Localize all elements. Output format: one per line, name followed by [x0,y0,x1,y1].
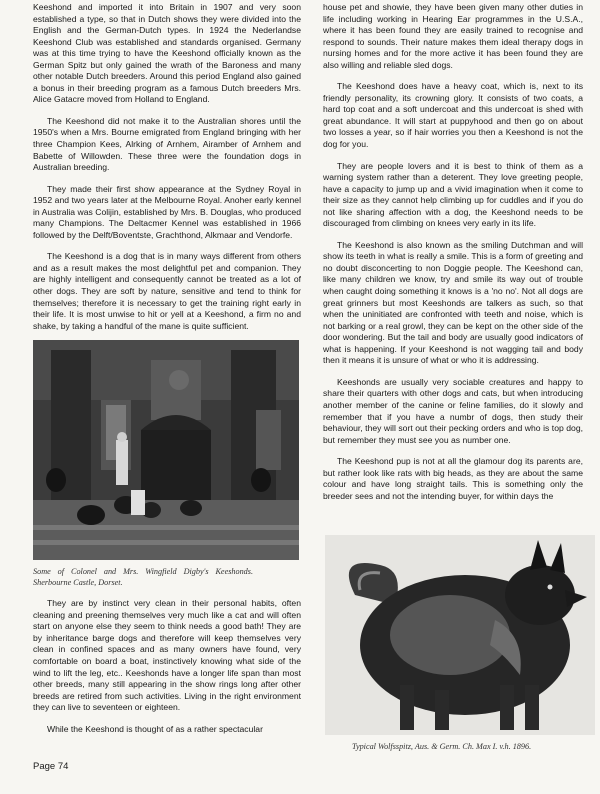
photo-caption: Some of Colonel and Mrs. Wingfield Digby's Keeshonds. Sherbourne Castle, Dorset. [33,567,253,588]
castle-photo [33,340,299,560]
paragraph: The Keeshond is also known as the smiling Dutchman and will show its teeth in what is really a smile. This is a form of greeting and no doubt disconcerting to non Doggie people. The Keeshond can, like many children we know, try and smile its way out of trouble when caught doing something it knows is a 'no no'. Not all dogs are great grinners but most Keeshonds are talkers as such, so that when the uninitiated are confronted with teeth and noise, which is not barking or a real growl, they can be kept on the other side of the door wondering. But the tail and body are usually good indicators of what is happening. If your Keeshond is not wagging tail and body then it means it is unsure of what or who it is addressing. [323,239,583,366]
paragraph: The Keeshond is a dog that is in many ways different from others and as a result makes the most delightful pet and companion. They are highly intelligent and consequently cannot be treated as a lot of other dogs. They are soft by nature, sensitive and tend to think for themselves; therefore it is necessary to get the training right early in their life. It is most unwise to hit or yell at a Keeshond, a firm no and shake, by taking a handful of the mane is quite sufficient. [33,251,301,331]
paragraph: They are by instinct very clean in their personal habits, often cleaning and preening themselves very much like a cat and will often start on anyone else they seem to think needs a good bath! They are by inheritance barge dogs and therefore will keep themselves very clean in confined spaces and as many owners have found, very comfortable on board a boat, instinctively knowing what side of the wind to lift the leg, etc.. Keeshonds have a longer life span than most other breeds, many still appearing in the show rings long after other breeds are retired from such activities. Living in the right environment they can live to seventeen or eighteen. [33,598,301,713]
paragraph: house pet and showie, they have been given many other duties in life including working in Hearing Ear programmes in the U.S.A., where it has been found they are easily trained to recognise and respond to sounds. Their nature makes them ideal therapy dogs in nursing homes and for the more active it has been found they are also willing and reliable sled dogs. [323,2,583,70]
left-column [33,0,301,794]
paragraph: Keeshond and imported it into Britain in 1907 and very soon established a type, so that in Dutch shows they were divided into the English and the German-Dutch types. In 1924 the Nederlandse Keeshond Club was established and standards organised. Germany was at this time trying to have the Keeshond officially known as the German Spitz but only gained the wrath of the Baroness and many other notable Dutch breeders. Around this period England also gained a bonus in their breeding program as a famous Dutch breeders Mrs. Alice Gatacre moved from Holland to England. [33,2,301,105]
castle-photo-image [33,340,299,560]
paragraph: The Keeshond did not make it to the Australian shores until the 1950's when a Mrs. Bourne emigrated from England bringing with her three Champion Kees, Alrking of Arnhem, Airamber of Arnhem and Babette of Willowden. These three were the foundation dogs in Australian breeding. [33,115,301,173]
page-number: Page 74 [33,761,69,772]
paragraph: They made their first show appearance at the Sydney Royal in 1952 and two years later at the Melbourne Royal. Anoher early kennel in Australia was Colijin, established by Mrs. B. Douglas, who produced many Champions. The Deltacmer Kennel was established in 1966 followed by the Delft/Boventste, Grachthond, Alkmaar and Vendorfe. [33,183,301,240]
dog-photo [325,535,595,735]
paragraph: They are people lovers and it is best to think of them as a warning system rather than a deterent. They love greeting people, have a capacity to jump up and a vivid imagination when it come to their size as they cannot help climbing up for cuddles and if you do not like sharing affection with a dog, the Keeshond needs to be discouraged from climbing on knees very early in its life. [323,160,583,229]
paragraph: The Keeshond pup is not at all the glamour dog its parents are, but rather look like rats with big heads, as they are about the same colour and have long straight tails. This is something only the breeder sees and not the intending buyer, for within days the [323,456,583,501]
dog-photo-image [325,535,595,735]
right-column [323,0,583,540]
dog-photo-caption: Typical Wolfsspitz, Aus. & Germ. Ch. Max I. v.h. 1896. [352,742,532,751]
paragraph: Keeshonds are usually very sociable creatures and happy to share their quarters with other dogs and cats, but when introducing another member of the canine or feline families, do it slowly and remember that if you have a numbr of dogs, then study their behaviour, they will sort out their pecking orders and who is top dog, but remember they must see you as number one. [323,376,583,445]
paragraph: The Keeshond does have a heavy coat, which is, next to its friendly personality, its crowning glory. It consists of two coats, a hard top coat and a soft undercoat and this undercoat is shed with great abundance. It will start at puppyhood and then go on about two losses a year, so if hair worries you then a Keeshond is not the dog for you. [323,81,583,150]
paragraph: While the Keeshond is thought of as a rather spectacular [47,723,263,734]
